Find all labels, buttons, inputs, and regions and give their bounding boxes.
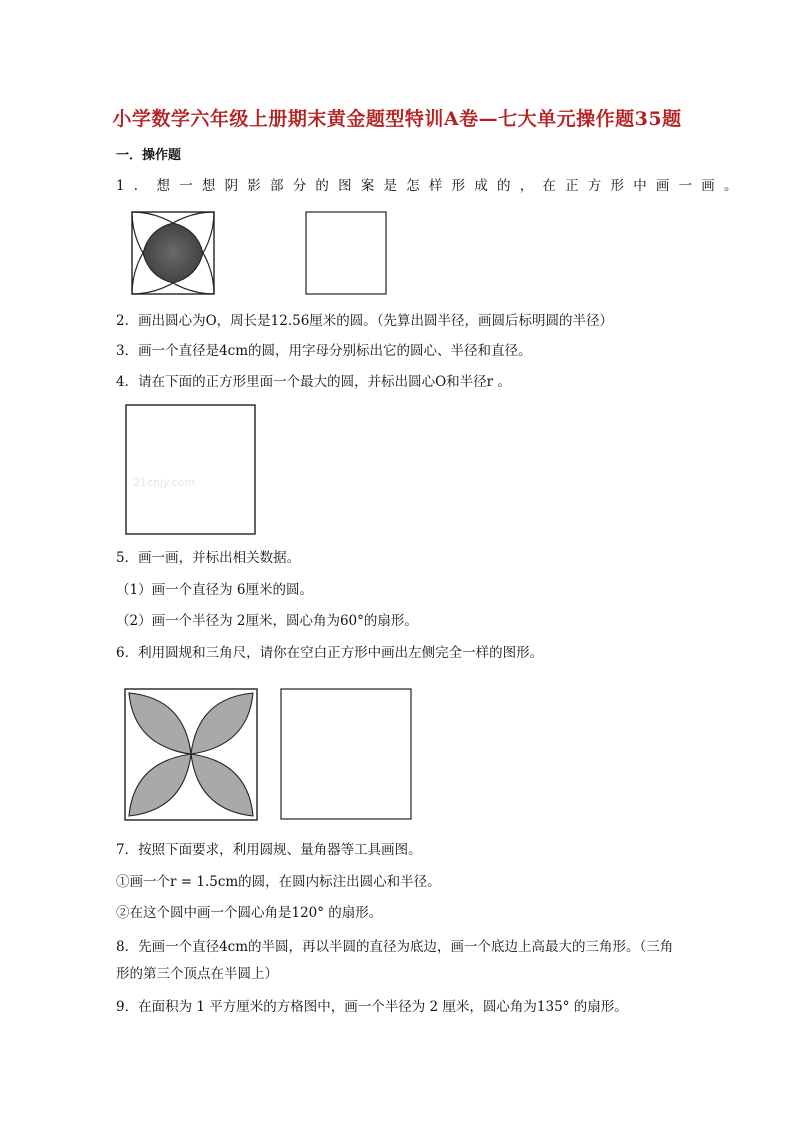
question-7: 7．按照下面要求，利用圆规、量角器等工具画图。 — [116, 842, 422, 858]
question-8: 8．先画一个直径4cm的半圆，再以半圆的直径为底边，画一个底边上高最大的三角形。（三角形的第三个顶点在半圆上） — [116, 939, 674, 982]
q1-blank-square[interactable] — [305, 211, 387, 295]
q6-petal-svg — [124, 688, 258, 821]
question-7-part-2: ②在这个圆中画一个圆心角是120° 的扇形。 — [116, 905, 383, 921]
question-3: 3．画一个直径是4cm的圆，用字母分别标出它的圆心、半径和直径。 — [116, 343, 532, 359]
q4-blank-square[interactable] — [125, 404, 256, 535]
q6-blank-square-outline — [281, 689, 411, 819]
q1-pattern-figure — [131, 211, 215, 295]
q6-petal-figure — [124, 688, 258, 821]
question-4: 4．请在下面的正方形里面一个最大的圆，并标出圆心O和半径r 。 — [116, 374, 511, 390]
question-5-part-1: （1）画一个直径为 6厘米的圆。 — [116, 582, 313, 598]
question-9: 9．在面积为 1 平方厘米的方格图中，画一个半径为 2 厘米，圆心角为135° 的扇形。 — [116, 999, 628, 1015]
page-title: 小学数学六年级上册期末黄金题型特训A卷—七大单元操作题35题 — [112, 108, 682, 130]
q4-blank-square-svg — [125, 404, 256, 535]
watermark: 21cnjy.com — [133, 476, 196, 489]
question-7-part-1: ①画一个r = 1.5cm的圆，在圆内标注出圆心和半径。 — [116, 874, 441, 890]
question-1: 1．想一想阴影部分的图案是怎样形成的，在正方形中画一画。 — [116, 178, 747, 194]
question-5: 5．画一画，并标出相关数据。 — [116, 550, 301, 566]
q4-square-outline — [126, 405, 255, 534]
question-6: 6．利用圆规和三角尺，请你在空白正方形中画出左侧完全一样的图形。 — [116, 645, 544, 661]
q1-pattern-svg — [131, 211, 215, 295]
question-2: 2．画出圆心为O，周长是12.56厘米的圆。（先算出圆半径，画圆后标明圆的半径） — [116, 313, 614, 329]
q6-blank-square-svg — [280, 688, 412, 820]
q6-blank-square[interactable] — [280, 688, 412, 820]
q1-blank-square-svg — [305, 211, 387, 295]
q1-blank-square-outline — [306, 212, 386, 294]
section-heading: 一．操作题 — [116, 148, 182, 163]
question-5-part-2: （2）画一个半径为 2厘米，圆心角为60°的扇形。 — [116, 613, 418, 629]
